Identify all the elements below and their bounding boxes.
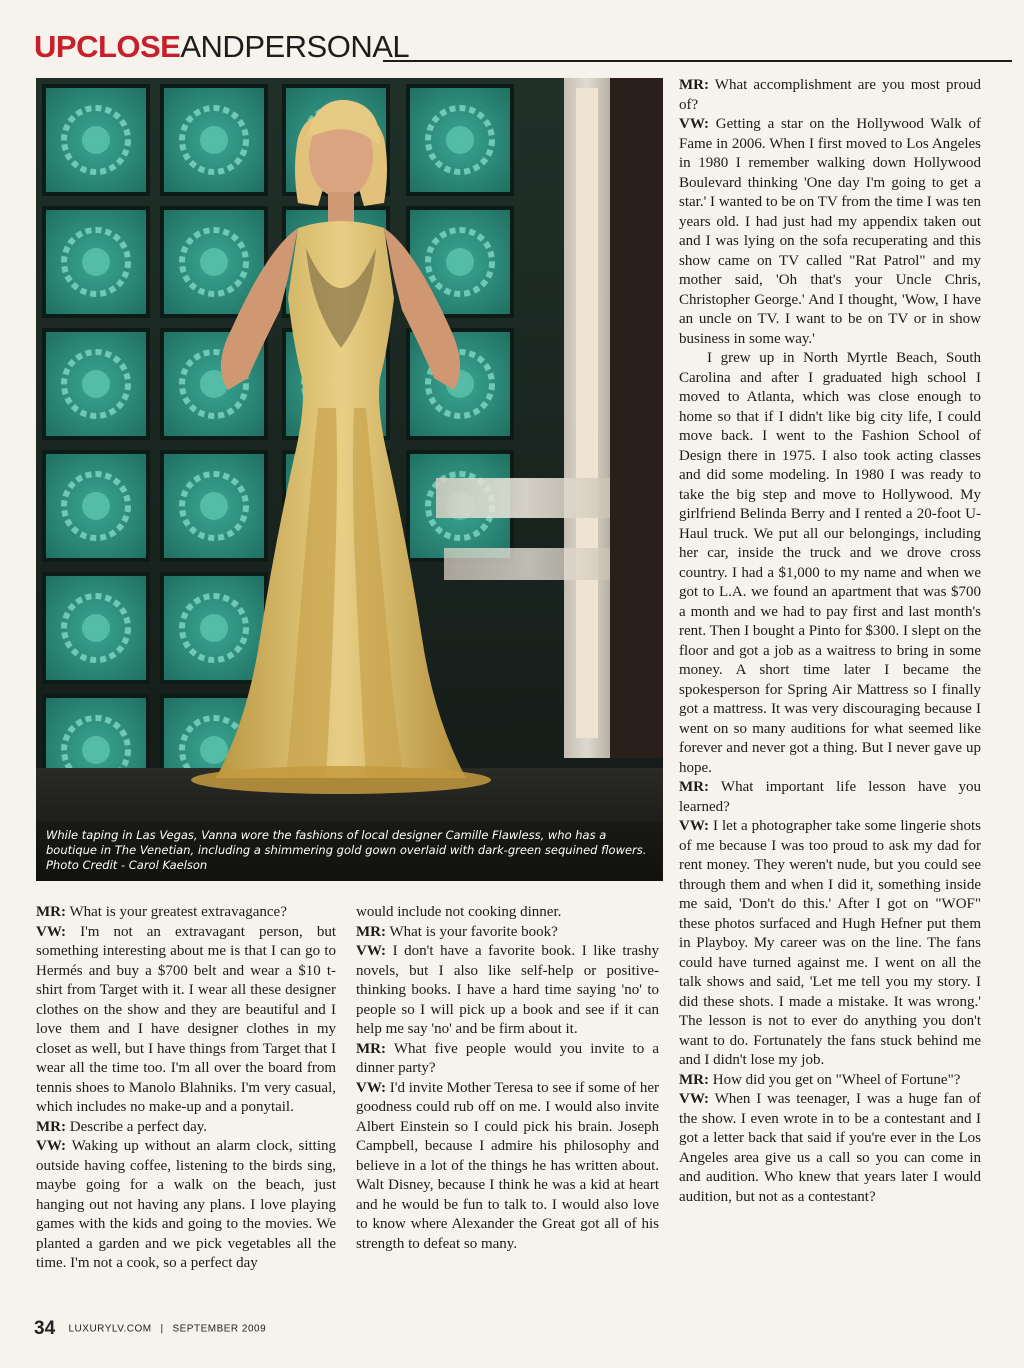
speaker-label: VW:: [36, 923, 66, 940]
photo-caption: While taping in Las Vegas, Vanna wore the fashions of local designer Camille Flawless, who has a boutique in The Venetian, including a shimmering gold gown overlaid with dark-green sequined flowers. Photo Credit - Carol Kaelson: [36, 822, 663, 881]
article-column-2: [356, 903, 659, 1254]
article-paragraph: [679, 1071, 981, 1091]
article-paragraph: [356, 1040, 659, 1079]
paragraph-text: What important life lesson have you learned?: [679, 779, 981, 815]
paragraph-text: What is your greatest extravagance?: [66, 904, 287, 920]
paragraph-text: What five people would you invite to a dinner party?: [356, 1040, 659, 1076]
article-paragraph: [36, 1137, 336, 1274]
paragraph-text: I let a photographer take some lingerie shots of me because I was too proud to ask my dad for rent money. They weren't nude, but you could see through them and when I did it, something inside me said, 'Don't do this.' After I got on "WOF" these photos surfaced and Hugh Hefner put them in Playboy. My career was on the line. The fans could have turned against me. I went on all the talk shows and said, 'Let me tell you my story. I did these shots. I made a mistake. It was wrong.' The lesson is not to ever do anything you don't want to do. Fortunately the fans stuck behind me and I didn't lose my job.: [679, 818, 981, 1068]
footer-site: LUXURYLV.COM: [68, 1323, 152, 1335]
speaker-label: VW:: [356, 1079, 386, 1096]
article-paragraph: [356, 1079, 659, 1255]
header-rule: [383, 60, 1012, 62]
header-and: AND: [180, 29, 245, 64]
section-header: [34, 30, 409, 64]
paragraph-text: I'm not an extravagant person, but something interesting about me is that I can go to Hermés and buy a $700 belt and wear a $10 t-shirt from Target with it. I wear all these designer clothes on the show and they are beautiful and I love them and I have designer clothes in my closet as well, but I have things from Target that I wear all the time too. I'm all over the board from tennis shoes to Manolo Blahniks. I'm very casual, which includes no make-up and a ponytail.: [36, 923, 336, 1115]
paragraph-text: I don't have a favorite book. I like trashy novels, but I also like self-help or positive-thinking books. I have a hard time saying 'no' to people so I will pick up a book and see if it can help me say 'no' and be firm about it.: [356, 943, 659, 1037]
article-paragraph: [356, 903, 659, 923]
paragraph-text: When I was teenager, I was a huge fan of the show. I even wrote in to be a contestant and I got a letter back that said if you're ever in the Los Angeles area give us a call so you can come in and audition. Who knew that years later I would audition, but not as a contestant?: [679, 1091, 981, 1205]
speaker-label: VW:: [679, 116, 709, 132]
photo-illustration: [36, 78, 663, 881]
speaker-label: MR:: [679, 779, 709, 795]
speaker-label: MR:: [679, 1071, 709, 1088]
article-paragraph: [679, 115, 981, 349]
speaker-label: VW:: [356, 943, 386, 959]
article-column-1: [36, 903, 336, 1274]
article-paragraph: [679, 349, 981, 778]
speaker-label: VW:: [679, 818, 709, 834]
speaker-label: MR:: [36, 1118, 66, 1135]
article-paragraph: [679, 778, 981, 817]
paragraph-text: I'd invite Mother Teresa to see if some of her goodness could rub off on me. I would also invite Albert Einstein so I could pick his brain. Joseph Campbell, because I admire his philosophy and believe in a lot of the things he has written about. Walt Disney, because I think he was a kid at heart and he would be fun to talk to. I would also love to know where Alexander the Great got all of his strength to defeat so many.: [356, 1079, 659, 1252]
article-paragraph: [36, 923, 336, 1118]
article-paragraph: [36, 1118, 336, 1138]
paragraph-text: I grew up in North Myrtle Beach, South Carolina and after I graduated high school I moved to Atlanta, which was close enough to home so that if I didn't like big city life, I could move back. I went to the Fashion School of Design there in 1975. I also took acting classes and did some modeling. In 1980 I was ready to take the big step and move to Hollywood. My girlfriend Belinda Berry and I rented a 20-foot U-Haul truck. We put all our belongings, including her car, inside the truck and we drove cross country. I had a $1,000 to my name and when we got to L.A. we found an apartment that was $700 a month and we had to pay first and last month's rent. Then I bought a Pinto for $300. I slept on the floor and got a job as a waitress to bring in some money. A short time later I became the spokesperson for Spring Air Mattress so I finally got a mattress. It was very discouraging because I went on so many auditions for what seemed like forever and never got a thing. But I never gave up hope.: [679, 350, 981, 776]
article-paragraph: [679, 76, 981, 115]
speaker-label: MR:: [36, 904, 66, 920]
paragraph-text: Getting a star on the Hollywood Walk of Fame in 2006. When I first moved to Los Angeles in 1980 I remember walking down Hollywood Boulevard thinking 'One day I'm going to get a star.' I wanted to be on TV from the time I was ten years old. I had just had my appendix taken out and I was lying on the sofa recuperating and this show came on TV called "Rat Patrol" and my mother said, 'Oh that's your Uncle Chris, Christopher George.' And I thought, 'Wow, I have an uncle on TV. I want to be on TV or in show business in some way.': [679, 116, 981, 347]
paragraph-text: What is your favorite book?: [386, 923, 558, 940]
speaker-label: MR:: [679, 77, 709, 93]
paragraph-text: What accomplishment are you most proud of?: [679, 77, 981, 113]
header-personal: PERSONAL: [244, 29, 410, 64]
paragraph-text: How did you get on "Wheel of Fortune"?: [709, 1071, 961, 1088]
article-paragraph: [36, 903, 336, 923]
article-paragraph: [679, 1090, 981, 1207]
footer-date: SEPTEMBER 2009: [172, 1323, 267, 1335]
article-column-3: [679, 76, 981, 1207]
speaker-label: MR:: [356, 1040, 386, 1057]
footer-divider: |: [160, 1323, 164, 1335]
feature-photo: [36, 78, 663, 881]
speaker-label: VW:: [679, 1091, 709, 1107]
page-footer: [34, 1318, 266, 1340]
header-upclose: UPCLOSE: [34, 29, 181, 64]
paragraph-text: would include not cooking dinner.: [356, 904, 562, 920]
paragraph-text: Waking up without an alarm clock, sitting outside having coffee, listening to the birds sing, maybe going for a walk on the beach, just hanging out not having any plans. I love playing games with the kids and going to the movies. We planted a garden and we pick vegetables all the time. I'm not a cook, so a perfect day: [36, 1138, 336, 1271]
speaker-label: VW:: [36, 1138, 66, 1154]
article-paragraph: [356, 923, 659, 943]
paragraph-text: Describe a perfect day.: [66, 1118, 208, 1135]
page-number: 34: [34, 1318, 56, 1339]
article-paragraph: [356, 942, 659, 1040]
article-paragraph: [679, 817, 981, 1071]
speaker-label: MR:: [356, 923, 386, 940]
